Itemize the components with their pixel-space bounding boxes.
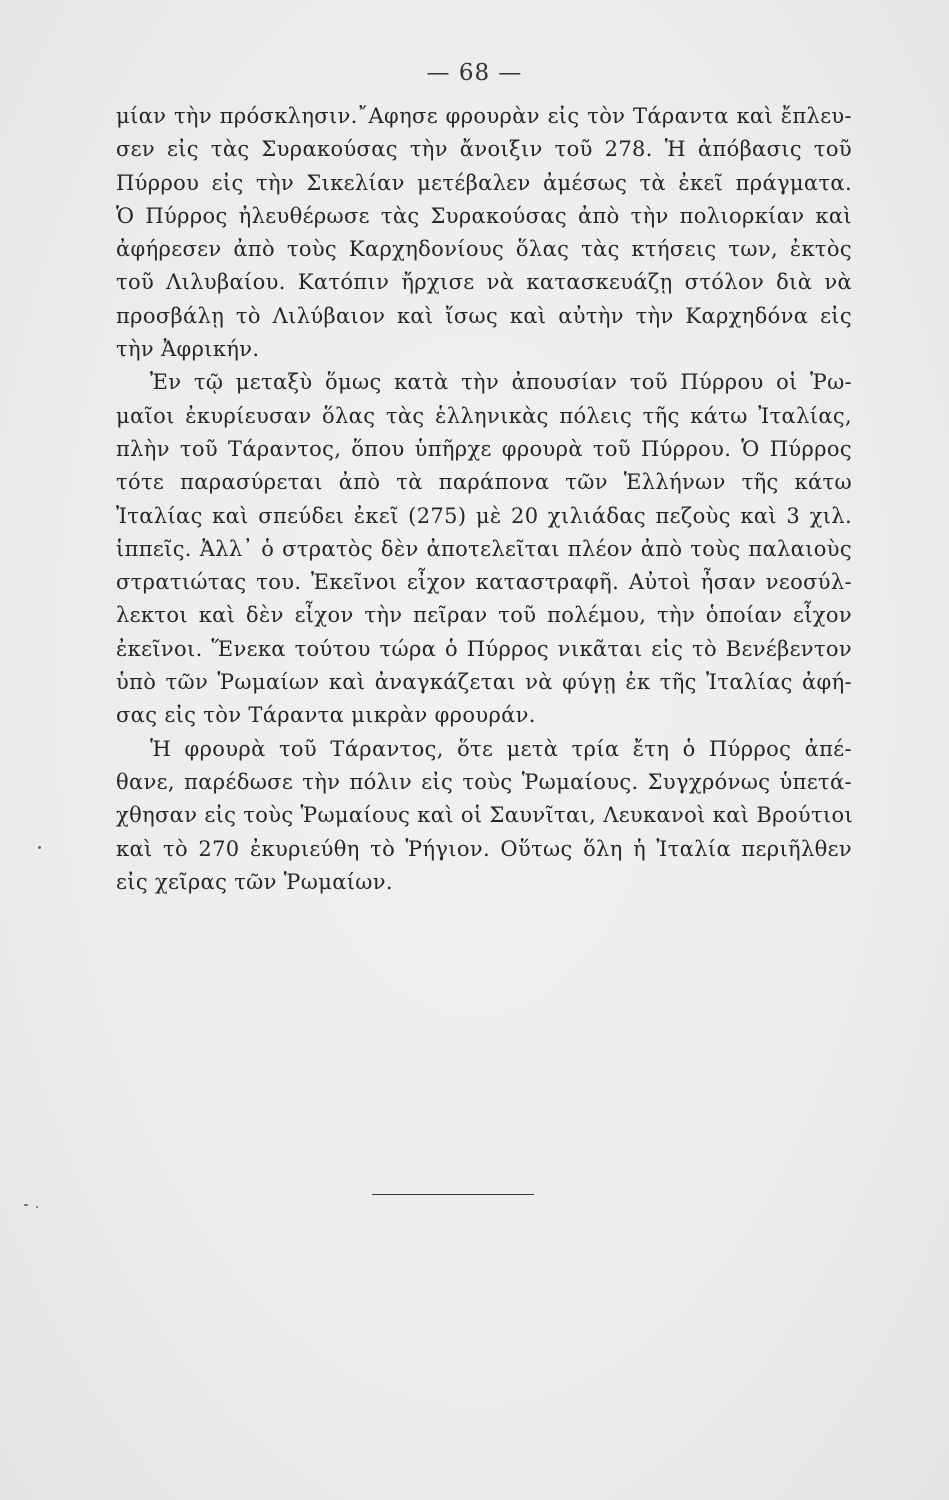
text-line: Ἡ φρουρὰ τοῦ Τάραντος, ὅτε μετὰ τρία ἔτη ὁ Πύρρος ἀπέ- <box>150 736 852 761</box>
text-line: Ἰταλίας καὶ σπεύδει ἐκεῖ (275) μὲ 20 χιλιάδας πεζοὺς καὶ 3 χιλ. <box>116 503 852 528</box>
text-line: εἰς χεῖρας τῶν Ῥωμαίων. <box>116 869 393 894</box>
text-line: ὑπὸ τῶν Ῥωμαίων καὶ ἀναγκάζεται νὰ φύγῃ ἐκ τῆς Ἰταλίας ἀφή- <box>116 670 852 695</box>
text-line: τὴν Ἀφρικήν. <box>116 337 260 362</box>
text-line: ἱππεῖς. Ἀλλ᾽ ὁ στρατὸς δὲν ἀποτελεῖται πλέον ἀπὸ τοὺς παλαιοὺς <box>116 536 852 561</box>
text-line: χθησαν εἰς τοὺς Ῥωμαίους καὶ οἱ Σαυνῖται, Λευκανοὶ καὶ Βρούτιοι <box>116 803 854 828</box>
text-line: θανε, παρέδωσε τὴν πόλιν εἰς τοὺς Ῥωμαίους. Συγχρόνως ὑπετά- <box>116 769 852 794</box>
text-line: μαῖοι ἐκυρίευσαν ὅλας τὰς ἑλληνικὰς πόλεις τῆς κάτω Ἰταλίας, <box>116 403 852 428</box>
text-line: Πύρρου εἰς τὴν Σικελίαν μετέβαλεν ἀμέσως τὰ ἐκεῖ πράγματα. <box>116 170 852 195</box>
text-line: προσβάλῃ τὸ Λιλύβαιον καὶ ἴσως καὶ αὐτὴν τὴν Καρχηδόνα εἰς <box>116 303 852 328</box>
page-number: — 68 — <box>426 60 523 86</box>
section-divider <box>372 1194 534 1195</box>
text-line: ἀφήρεσεν ἀπὸ τοὺς Καρχηδονίους ὅλας τὰς κτήσεις των, ἐκτὸς <box>116 237 852 262</box>
text-line: στρατιώτας του. Ἐκεῖνοι εἶχον καταστραφῆ. Αὐτοὶ ἦσαν νεοσύλ- <box>116 570 852 595</box>
text-line: Ἐν τῷ μεταξὺ ὅμως κατὰ τὴν ἀπουσίαν τοῦ Πύρρου οἱ Ῥω- <box>150 370 852 395</box>
text-line: μίαν τὴν πρόσκλησιν.῎Αφησε φρουρὰν εἰς τὸν Τάραντα καὶ ἔπλευ- <box>116 104 852 128</box>
text-line: σεν εἰς τὰς Συρακούσας τὴν ἄνοιξιν τοῦ 278. Ἡ ἀπόβασις τοῦ <box>116 137 852 162</box>
body-text <box>116 100 852 899</box>
text-line: τοῦ Λιλυβαίου. Κατόπιν ἤρχισε νὰ κατασκευάζῃ στόλον διὰ νὰ <box>116 270 852 295</box>
text-line: τότε παρασύρεται ἀπὸ τὰ παράπονα τῶν Ἑλλήνων τῆς κάτω <box>116 470 852 495</box>
print-speck <box>36 1206 38 1208</box>
text-line: πλὴν τοῦ Τάραντος, ὅπου ὑπῆρχε φρουρὰ τοῦ Πύρρου. Ὁ Πύρρος <box>116 436 852 461</box>
text-line: Ὁ Πύρρος ἠλευθέρωσε τὰς Συρακούσας ἀπὸ τὴν πολιορκίαν καὶ <box>116 203 852 228</box>
print-speck <box>24 1204 28 1206</box>
print-speck <box>38 846 41 849</box>
text-line: καὶ τὸ 270 ἐκυριεύθη τὸ Ῥήγιον. Οὕτως ὅλη ἡ Ἰταλία περιῆλθεν <box>116 836 852 861</box>
text-line: σας εἰς τὸν Τάραντα μικρὰν φρουράν. <box>116 703 536 728</box>
text-line: ἐκεῖνοι. Ἕνεκα τούτου τώρα ὁ Πύρρος νικᾶται εἰς τὸ Βενέβεντον <box>116 636 852 661</box>
text-line: λεκτοι καὶ δὲν εἶχον τὴν πεῖραν τοῦ πολέμου, τὴν ὁποίαν εἶχον <box>116 603 852 628</box>
